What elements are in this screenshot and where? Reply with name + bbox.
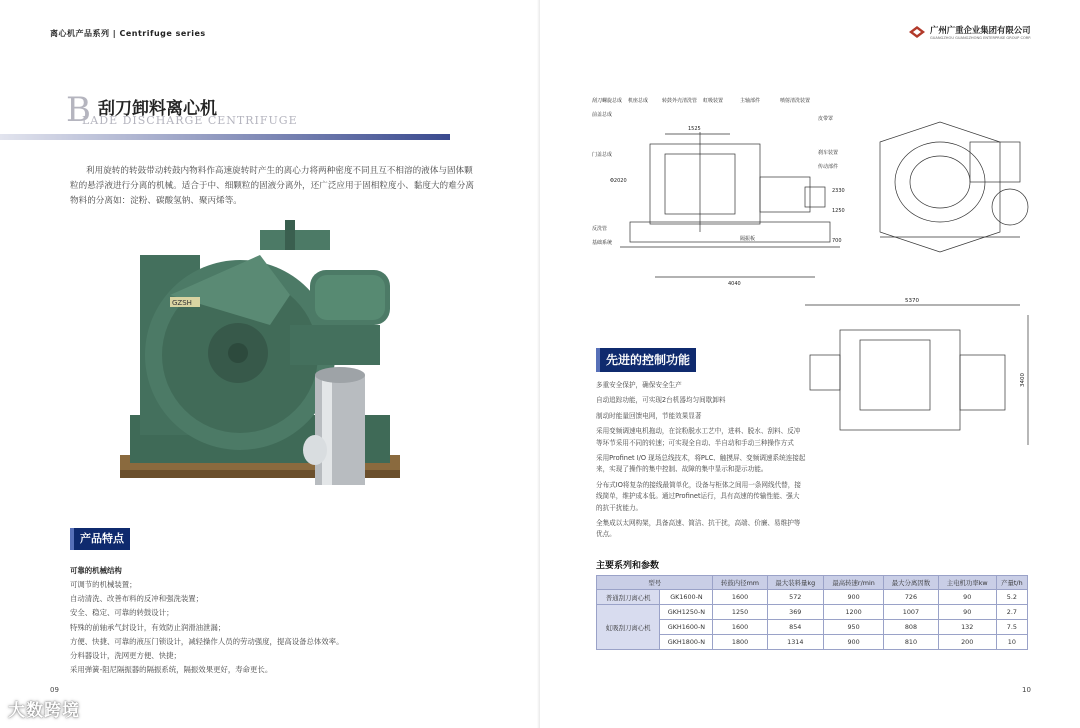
dim-phi2020: Φ2020: [610, 178, 627, 184]
label-foundation: 基础系统: [592, 240, 613, 246]
list-item: 分布式IO将复杂的接线最简单化，设备与柜体之间用一条网线代替，接线简单，维护成本低。通过Profinet运行，具有高速的传输性能、强大的抗干扰能力。: [596, 480, 801, 512]
list-item: 方便、快捷、可靠的液压门锁设计，减轻操作人员的劳动强度，提高设备总体效率。: [70, 636, 344, 646]
label-scraper-assembly: 刮刀螺旋总成: [592, 98, 623, 104]
dim-1250: 1250: [832, 208, 845, 214]
table-row: [597, 635, 1028, 650]
page-number-right: 10: [1022, 686, 1031, 694]
table-cell: 726: [884, 590, 939, 605]
col-header-max-load: 最大装料量kg: [767, 576, 823, 590]
table-cell: 132: [938, 620, 996, 635]
table-cell: 900: [824, 635, 884, 650]
label-door-cover: 门盖总成: [592, 152, 613, 158]
table-cell: 5.2: [996, 590, 1027, 605]
col-header-motor-power: 主电机功率kw: [938, 576, 996, 590]
row-group-label: 普通刮刀离心机: [597, 590, 660, 605]
features-heading: 产品特点: [70, 528, 130, 550]
dim-1525: 1525: [688, 126, 701, 132]
list-item: 全集成以太网构架，具备高速、简洁、抗干扰，高端、价廉、易维护等优点。: [596, 519, 801, 539]
page-title: 刮刀卸料离心机: [98, 99, 217, 119]
table-cell: 810: [884, 635, 939, 650]
col-header-separation-factor: 最大分离因数: [884, 576, 939, 590]
table-cell: 1600: [713, 590, 767, 605]
label-siphon: 虹吸装置: [703, 98, 724, 104]
dim-4040: 4040: [728, 281, 741, 287]
table-cell: 808: [884, 620, 939, 635]
label-drive: 传动部件: [818, 164, 839, 170]
col-header-drum-diameter: 转鼓内径mm: [713, 576, 767, 590]
watermark: 大数跨境: [8, 701, 80, 721]
table-cell: 950: [824, 620, 884, 635]
dim-700: 700: [832, 238, 842, 244]
list-item: 制动时能量回馈电网，节能效果显著: [596, 411, 702, 420]
table-cell: 7.5: [996, 620, 1027, 635]
table-cell: GKH1800-N: [660, 635, 713, 650]
list-item: 特殊的前轴承气封设计，有效防止润滑油泄漏；: [70, 622, 226, 632]
table-cell: 572: [767, 590, 823, 605]
wireframe-3d-drawing: [870, 112, 1040, 262]
table-cell: 1800: [713, 635, 767, 650]
table-cell: 2.7: [996, 605, 1027, 620]
table-cell: 1314: [767, 635, 823, 650]
table-cell: 1600: [713, 620, 767, 635]
dim-3400: 3400: [1020, 373, 1026, 387]
elevation-schematic: [590, 92, 850, 292]
table-row: [597, 605, 1028, 620]
table-cell: 10: [996, 635, 1027, 650]
company-name-english: GUANGZHOU GUANGZHONG ENTERPRISE GROUP CORP.: [930, 36, 1032, 40]
label-spray-wash: 喷射清洗装置: [780, 98, 811, 104]
company-logo-icon: [908, 25, 926, 39]
table-cell: 200: [938, 635, 996, 650]
table-header-row: [597, 576, 1028, 590]
right-page: [540, 0, 1080, 728]
label-drum-wash-pipe: 转鼓外壳清洗管: [662, 98, 698, 104]
features-subheading: 可靠的机械结构: [70, 566, 122, 575]
features-list: [70, 578, 343, 677]
list-item: 可调节的机械装置；: [70, 580, 137, 589]
list-item: 采用Profinet I/O 现场总线技术，将PLC、触摸屏、变频调速系统连接起来，实现了操作的集中控制、故障的集中显示和提示功能。: [596, 454, 806, 474]
list-item: 多重安全保护，确保安全生产: [596, 381, 682, 389]
list-item: 采用变频调速电机拖动，在淀粉脱水工艺中，进料、脱水、刮料、反冲等环节采用不同的转速；可实现全自动、半自动和手动三种操作方式: [596, 427, 801, 447]
table-cell: 854: [767, 620, 823, 635]
table-row: [597, 620, 1028, 635]
centrifuge-photo: [110, 215, 430, 505]
table-cell: 1007: [884, 605, 939, 620]
label-spindle: 主轴部件: [740, 98, 761, 104]
intro-paragraph: 利用旋转的转鼓带动转鼓内物料作高速旋转时产生的离心力将两种密度不同且互不相溶的液体与固体颗粒的悬浮液进行分离的机械。适合于中、细颗粒的固液分离外，还广泛应用于固相粒度小、黏度大的难分离物料的分离如：淀粉、碳酸氢钠、聚丙烯等。: [70, 166, 474, 206]
table-cell: 900: [824, 590, 884, 605]
table-cell: 1250: [713, 605, 767, 620]
table-cell: 90: [938, 590, 996, 605]
company-name: 广州广重企业集团有限公司: [930, 25, 1031, 35]
control-heading: 先进的控制功能: [596, 348, 696, 372]
table-cell: GKH1250-N: [660, 605, 713, 620]
machine-brand-plate: GZSH: [172, 299, 192, 307]
control-features-list: [596, 380, 806, 545]
row-group-label: 虹吸刮刀离心机: [597, 605, 660, 650]
label-backwash-pipe: 反洗管: [592, 226, 608, 232]
title-initial: B: [66, 90, 91, 130]
params-table-title: 主要系列和参数: [596, 561, 660, 571]
table-row: [597, 590, 1028, 605]
list-item: 安全、稳定、可靠的转鼓设计；: [70, 608, 174, 618]
table-cell: 1200: [824, 605, 884, 620]
table-cell: 369: [767, 605, 823, 620]
plan-schematic: [800, 295, 1040, 455]
title-underline-bar: [0, 134, 450, 140]
table-cell: GK1600-N: [660, 590, 713, 605]
dim-5370: 5370: [905, 298, 919, 304]
list-item: 自动清洗、改善布料的反冲和强洗装置；: [70, 594, 204, 604]
list-item: 分料器设计，洗网更方便、快捷；: [70, 651, 181, 661]
label-brake: 刹车装置: [818, 150, 839, 156]
dim-2330: 2330: [832, 188, 845, 194]
label-belt-guard: 皮带罩: [818, 116, 834, 122]
col-header-max-speed: 最高转速r/min: [824, 576, 884, 590]
label-front-cover: 前盖总成: [592, 112, 613, 118]
list-item: 采用弹簧-阻尼隔振器的隔振系统，隔振效果更好，寿命更长。: [70, 665, 273, 675]
label-base-assembly: 机座总成: [628, 98, 649, 104]
list-item: 自动追踪功能，可实现2台机器均匀间歇卸料: [596, 396, 726, 405]
col-header-model: 型号: [597, 576, 713, 590]
table-cell: 90: [938, 605, 996, 620]
page-number-left: 09: [50, 686, 59, 694]
label-isolation-plate: 隔振板: [740, 236, 756, 242]
page-title-english: LADE DISCHARGE CENTRIFUGE: [82, 114, 298, 127]
table-cell: GKH1600-N: [660, 620, 713, 635]
col-header-output: 产量t/h: [996, 576, 1027, 590]
company-logo: [908, 24, 1031, 40]
params-table: [596, 575, 1028, 650]
series-header: 离心机产品系列 | Centrifuge series: [50, 29, 206, 38]
